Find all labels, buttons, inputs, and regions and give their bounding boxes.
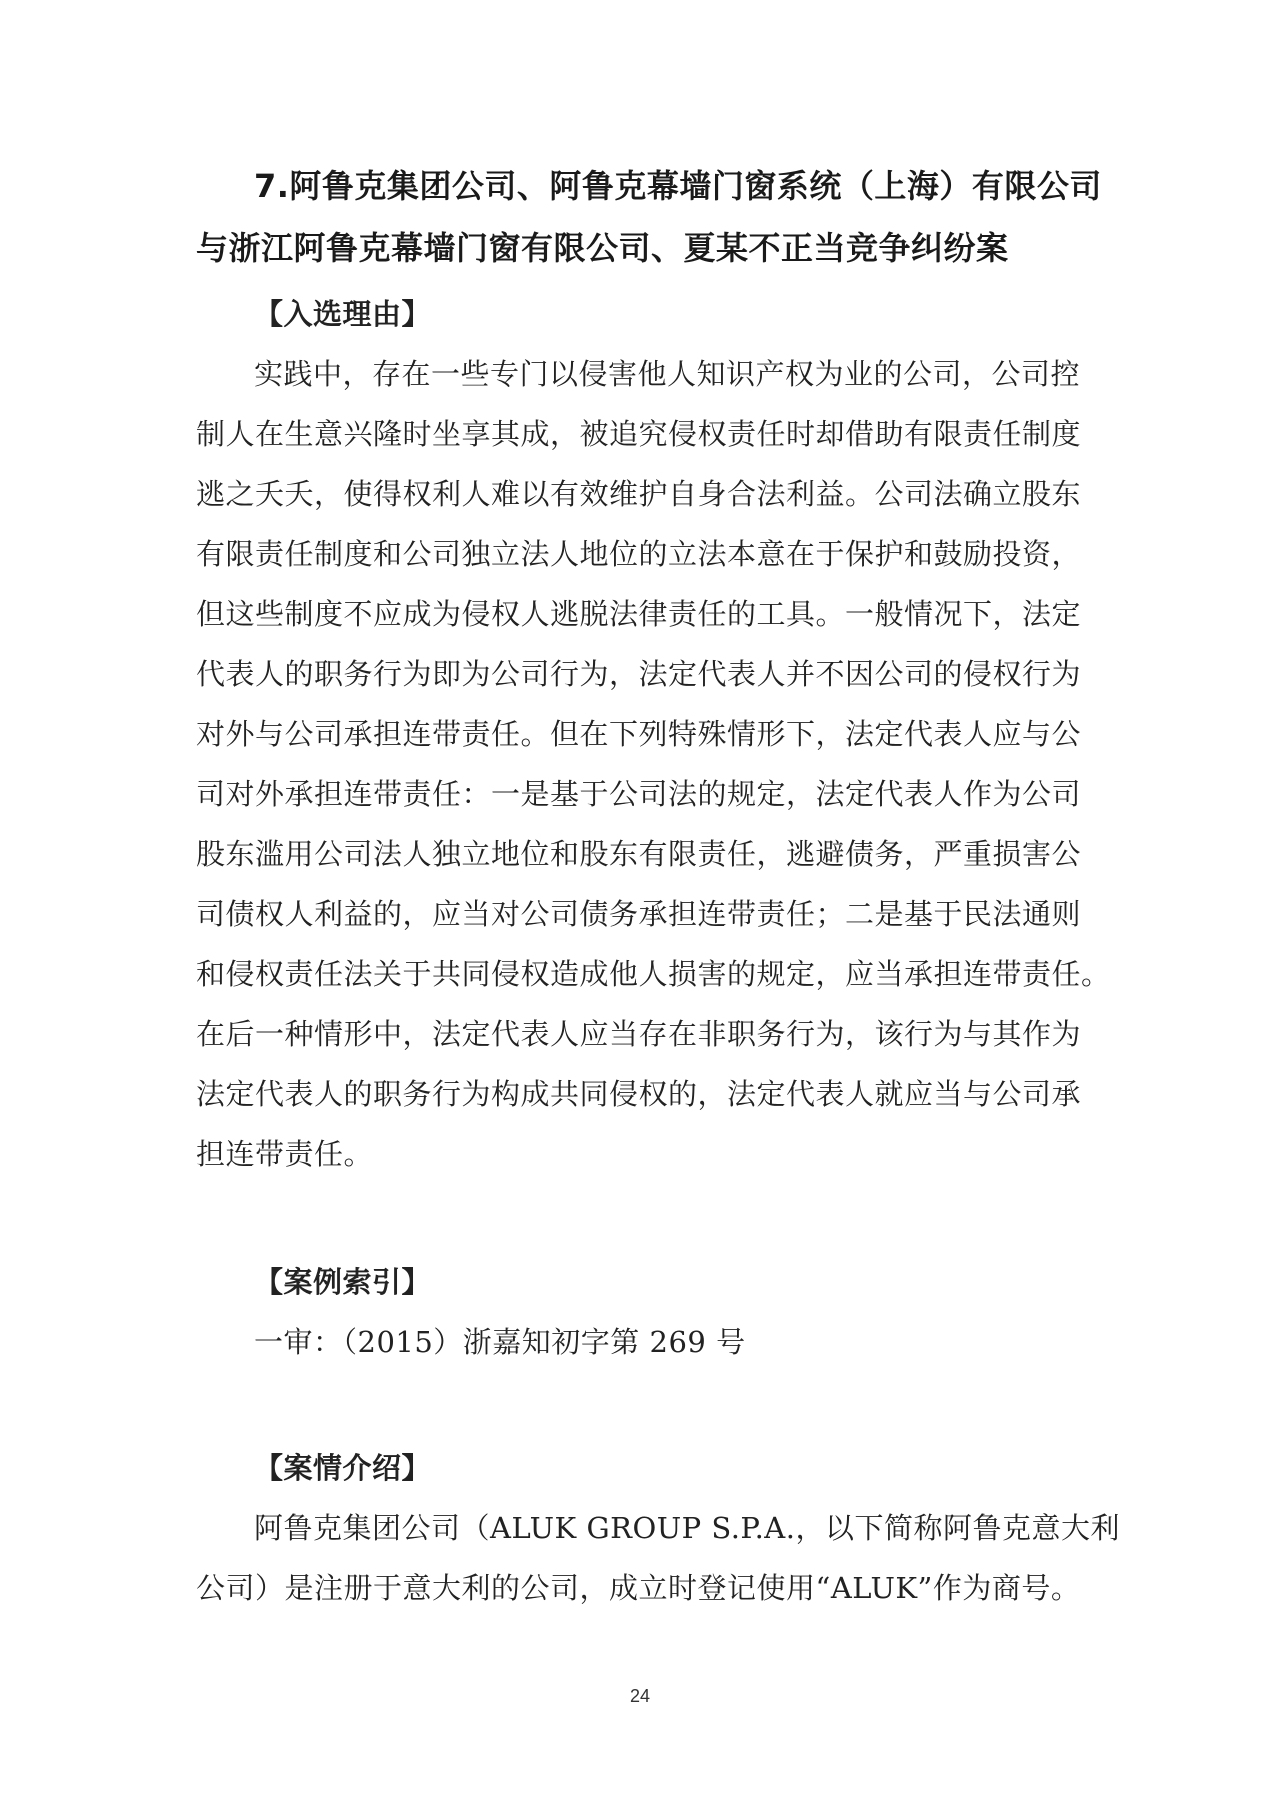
paragraph-line: 逃之夭夭，使得权利人难以有效维护自身合法利益。公司法确立股东 [196,477,1082,511]
case-title-line-2: 与浙江阿鲁克幕墙门窗有限公司、夏某不正当竞争纠纷案 [196,229,1009,267]
paragraph-line: 实践中，存在一些专门以侵害他人知识产权为业的公司，公司控 [254,357,1081,391]
index-heading: 【案例索引】 [254,1265,432,1299]
paragraph-line: 但这些制度不应成为侵权人逃脱法律责任的工具。一般情况下，法定 [196,597,1082,631]
case-title-line-1: 7.阿鲁克集团公司、阿鲁克幕墙门窗系统（上海）有限公司 [254,167,1102,205]
intro-heading: 【案情介绍】 [254,1451,432,1485]
paragraph-line: 制人在生意兴隆时坐享其成，被追究侵权责任时却借助有限责任制度 [196,417,1082,451]
reason-heading: 【入选理由】 [254,297,432,331]
paragraph-line: 代表人的职务行为即为公司行为，法定代表人并不因公司的侵权行为 [196,657,1082,691]
paragraph-line: 在后一种情形中，法定代表人应当存在非职务行为，该行为与其作为 [196,1017,1082,1051]
paragraph-line: 公司）是注册于意大利的公司，成立时登记使用“ALUK”作为商号。 [196,1571,1081,1605]
paragraph-line: 股东滥用公司法人独立地位和股东有限责任，逃避债务，严重损害公 [196,837,1082,871]
paragraph-line: 司债权人利益的，应当对公司债务承担连带责任；二是基于民法通则 [196,897,1082,931]
paragraph-line: 司对外承担连带责任：一是基于公司法的规定，法定代表人作为公司 [196,777,1082,811]
paragraph-line: 对外与公司承担连带责任。但在下列特殊情形下，法定代表人应与公 [196,717,1082,751]
paragraph-line: 担连带责任。 [196,1137,374,1171]
paragraph-line: 有限责任制度和公司独立法人地位的立法本意在于保护和鼓励投资， [196,537,1082,571]
paragraph-line: 阿鲁克集团公司（ALUK GROUP S.P.A.，以下简称阿鲁克意大利 [254,1511,1120,1545]
paragraph-line: 和侵权责任法关于共同侵权造成他人损害的规定，应当承担连带责任。 [196,957,1111,991]
case-index-line: 一审：（2015）浙嘉知初字第 269 号 [254,1325,746,1359]
paragraph-line: 法定代表人的职务行为构成共同侵权的，法定代表人就应当与公司承 [196,1077,1082,1111]
page-number: 24 [629,1686,651,1706]
